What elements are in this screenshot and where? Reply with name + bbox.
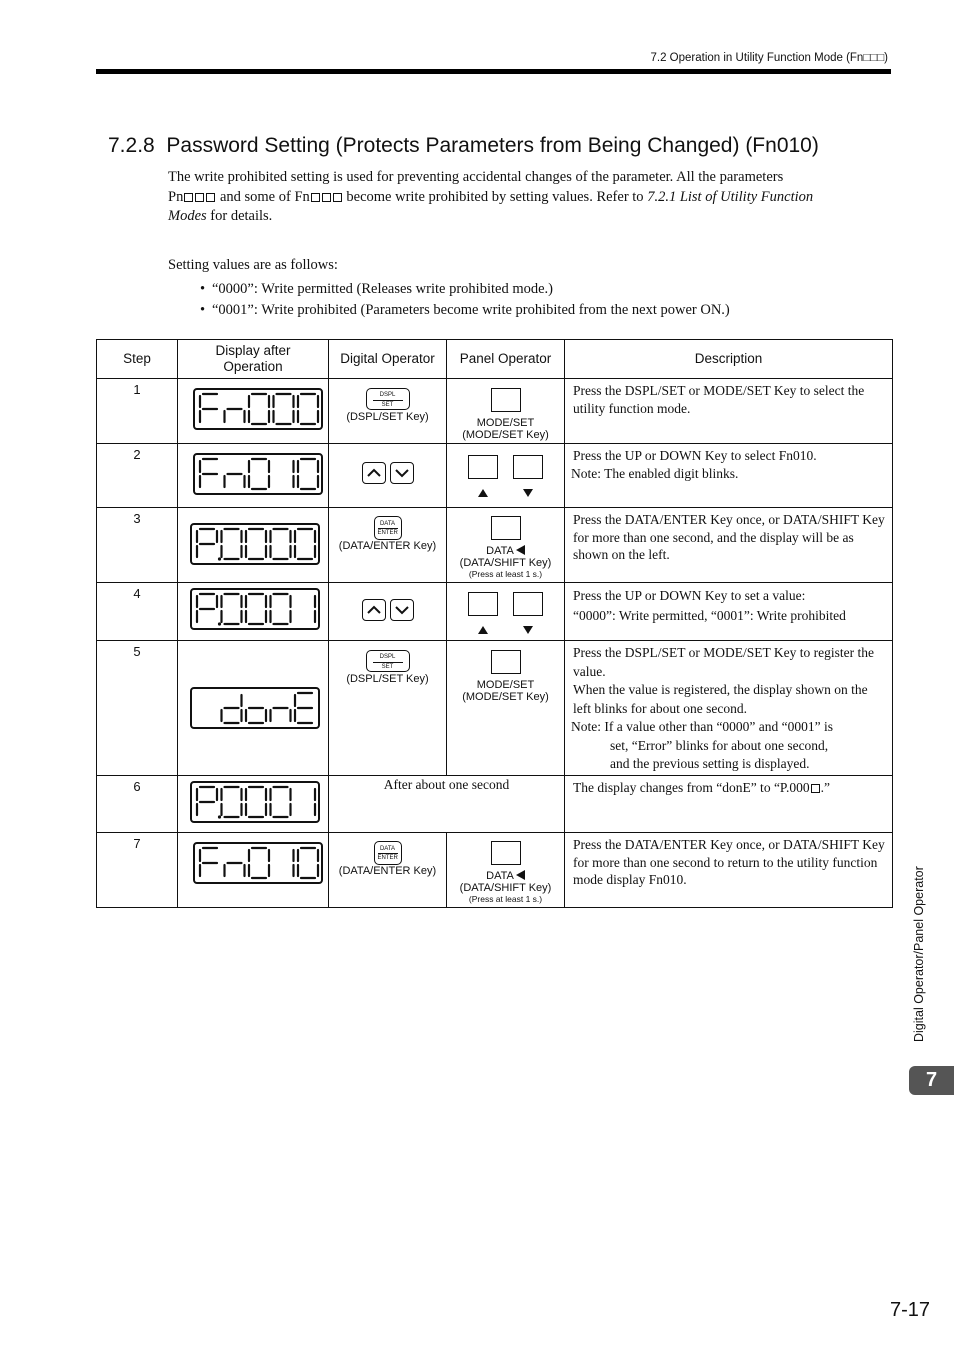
down-arrow-icon	[523, 489, 533, 497]
lcd-display	[190, 523, 320, 565]
lcd-decimal-point	[218, 622, 221, 625]
digital-operator-cell	[329, 379, 447, 444]
panel-operator-cell	[447, 583, 565, 641]
header-display: Display after Operation	[178, 340, 329, 379]
panel-operator-cell	[447, 508, 565, 583]
panel-caption: DATA	[486, 545, 514, 557]
data-shift-key[interactable]	[491, 516, 521, 540]
lcd-display	[193, 388, 323, 430]
intro-text: for details.	[206, 208, 273, 224]
table-row	[97, 379, 893, 444]
panel-small-caption: (Press at least 1 s.)	[468, 569, 543, 579]
table-row	[97, 776, 893, 833]
step-number: 7	[97, 833, 178, 908]
list-item: • “0000”: Write permitted (Releases write prohibited mode.)	[200, 279, 730, 300]
cross-reference: 7.2.1 List of Utility Function	[647, 188, 814, 205]
key-caption: (DSPL/SET Key)	[346, 673, 429, 685]
panel-operator-cell	[447, 833, 565, 908]
intro-line: The write prohibited setting is used for preventing accidental changes of the parameter. All the parameters	[168, 169, 784, 185]
lcd-segments	[195, 455, 321, 493]
lcd-segments	[195, 390, 321, 428]
header-panel-operator: Panel Operator	[447, 340, 565, 379]
lcd-display	[190, 588, 320, 630]
display-cell	[178, 776, 329, 833]
description-text: Press the DATA/ENTER Key once, or DATA/SHIFT Key for more than one second to return to the utility function mode display Fn010.	[573, 837, 885, 887]
note-text: Note: The enabled digit blinks.	[571, 465, 739, 481]
lcd-decimal-point	[218, 815, 221, 818]
table-row	[97, 641, 893, 776]
table-row	[97, 508, 893, 583]
description-text: Press the DATA/ENTER Key once, or DATA/SHIFT Key for more than one second, and the display will be as shown on the left.	[573, 512, 885, 562]
table-header-row	[97, 340, 893, 379]
step-number: 4	[97, 583, 178, 641]
panel-caption: (MODE/SET Key)	[462, 429, 549, 441]
step-number: 2	[97, 444, 178, 508]
display-cell	[178, 583, 329, 641]
intro-paragraph	[168, 168, 890, 227]
digital-operator-cell	[329, 583, 447, 641]
section-title	[108, 134, 819, 158]
note-text: set, “Error” blinks for about one second,	[610, 737, 829, 753]
panel-operator-cell	[447, 444, 565, 508]
description-cell	[565, 833, 893, 908]
intro-text: and some of Fn	[216, 188, 310, 205]
dspl-set-key[interactable]: DSPL SET	[366, 650, 410, 672]
chapter-tab: 7	[909, 1066, 954, 1095]
panel-caption: (DATA/SHIFT Key)	[459, 557, 552, 569]
key-caption: (DATA/ENTER Key)	[338, 865, 437, 877]
up-key[interactable]	[362, 599, 386, 621]
data-enter-key[interactable]: DATA ENTER	[374, 841, 402, 865]
panel-operator-cell	[447, 641, 565, 776]
lcd-display	[190, 781, 320, 823]
description-cell	[565, 641, 893, 776]
table-row	[97, 444, 893, 508]
header-description: Description	[565, 340, 893, 379]
dspl-set-key[interactable]: DSPL SET	[366, 388, 410, 410]
header-rule	[96, 69, 891, 74]
note-text: Note: If a value other than “0000” and “0001” is	[571, 719, 834, 734]
header-digital-operator: Digital Operator	[329, 340, 447, 379]
display-cell	[178, 833, 329, 908]
down-key[interactable]	[390, 599, 414, 621]
step-number: 5	[97, 641, 178, 776]
up-panel-key[interactable]	[468, 592, 498, 616]
key-caption: (DATA/ENTER Key)	[338, 540, 437, 552]
note-text: and the previous setting is displayed.	[610, 756, 810, 771]
section-number: 7.2.8	[108, 134, 155, 157]
panel-operator-cell	[447, 379, 565, 444]
display-cell	[178, 379, 329, 444]
step-number: 6	[97, 776, 178, 833]
shift-arrow-icon	[516, 870, 525, 880]
description-text: Press the UP or DOWN Key to select Fn010.	[573, 448, 817, 463]
table-row	[97, 833, 893, 908]
list-item: • “0001”: Write prohibited (Parameters become write prohibited from the next power ON.)	[200, 300, 730, 321]
panel-caption: (DATA/SHIFT Key)	[459, 882, 552, 894]
panel-small-caption: (Press at least 1 s.)	[468, 894, 543, 904]
panel-caption: MODE/SET	[476, 679, 535, 691]
running-head: 7.2 Operation in Utility Function Mode (Fn□□□)	[650, 52, 888, 64]
down-panel-key[interactable]	[513, 592, 543, 616]
panel-caption: DATA	[486, 870, 514, 882]
display-cell	[178, 508, 329, 583]
side-tab-text: Digital Operator/Panel Operator	[912, 866, 926, 1042]
blink-digit-icon	[811, 784, 820, 793]
lcd-display	[190, 687, 320, 729]
data-enter-key[interactable]: DATA ENTER	[374, 516, 402, 540]
lcd-segments	[195, 844, 321, 882]
lcd-segments	[192, 783, 318, 821]
header-step: Step	[97, 340, 178, 379]
up-key[interactable]	[362, 462, 386, 484]
mode-set-key[interactable]	[491, 650, 521, 674]
description-cell	[565, 508, 893, 583]
section-title-text: Password Setting (Protects Parameters from Being Changed) (Fn010)	[166, 134, 819, 157]
lcd-decimal-point	[218, 557, 221, 560]
procedure-table	[96, 339, 893, 908]
step-number: 1	[97, 379, 178, 444]
intro-text: become write prohibited by setting values. Refer to	[342, 188, 648, 205]
lcd-segments	[192, 689, 318, 727]
description-text: When the value is registered, the display shown on the left blinks for about one second.	[573, 682, 868, 716]
description-cell	[565, 379, 893, 444]
display-cell	[178, 444, 329, 508]
description-cell	[565, 776, 893, 833]
description-text: The display changes from “donE” to “P.000 .”	[573, 780, 830, 795]
data-shift-key[interactable]	[491, 841, 521, 865]
lcd-segments	[192, 525, 318, 563]
panel-caption: (MODE/SET Key)	[462, 691, 549, 703]
digital-operator-cell	[329, 641, 447, 776]
mode-set-key[interactable]	[491, 388, 521, 412]
merged-operation-cell: After about one second	[329, 776, 565, 833]
description-cell	[565, 583, 893, 641]
lcd-segments	[192, 590, 318, 628]
digital-operator-cell	[329, 444, 447, 508]
lcd-display	[193, 453, 323, 495]
setting-values-intro: Setting values are as follows:	[168, 257, 338, 273]
description-text: Press the DSPL/SET or MODE/SET Key to register the value.	[573, 645, 874, 679]
up-panel-key[interactable]	[468, 455, 498, 479]
up-arrow-icon	[478, 626, 488, 634]
step-number: 3	[97, 508, 178, 583]
key-caption: (DSPL/SET Key)	[346, 411, 429, 423]
lcd-display	[193, 842, 323, 884]
down-key[interactable]	[390, 462, 414, 484]
intro-text: Pn	[168, 188, 184, 205]
down-arrow-icon	[523, 626, 533, 634]
down-panel-key[interactable]	[513, 455, 543, 479]
page-number: 7-17	[889, 1299, 930, 1321]
up-arrow-icon	[478, 489, 488, 497]
setting-values-list	[200, 279, 730, 321]
digital-operator-cell	[329, 508, 447, 583]
cross-reference: Modes	[168, 208, 207, 224]
display-cell	[178, 641, 329, 776]
description-text: “0000”: Write permitted, “0001”: Write prohibited	[573, 608, 846, 623]
description-cell	[565, 444, 893, 508]
panel-caption: MODE/SET	[476, 417, 535, 429]
table-row	[97, 583, 893, 641]
description-text: Press the DSPL/SET or MODE/SET Key to select the utility function mode.	[573, 383, 865, 416]
digital-operator-cell	[329, 833, 447, 908]
shift-arrow-icon	[516, 545, 525, 555]
description-text: Press the UP or DOWN Key to set a value:	[573, 588, 806, 603]
